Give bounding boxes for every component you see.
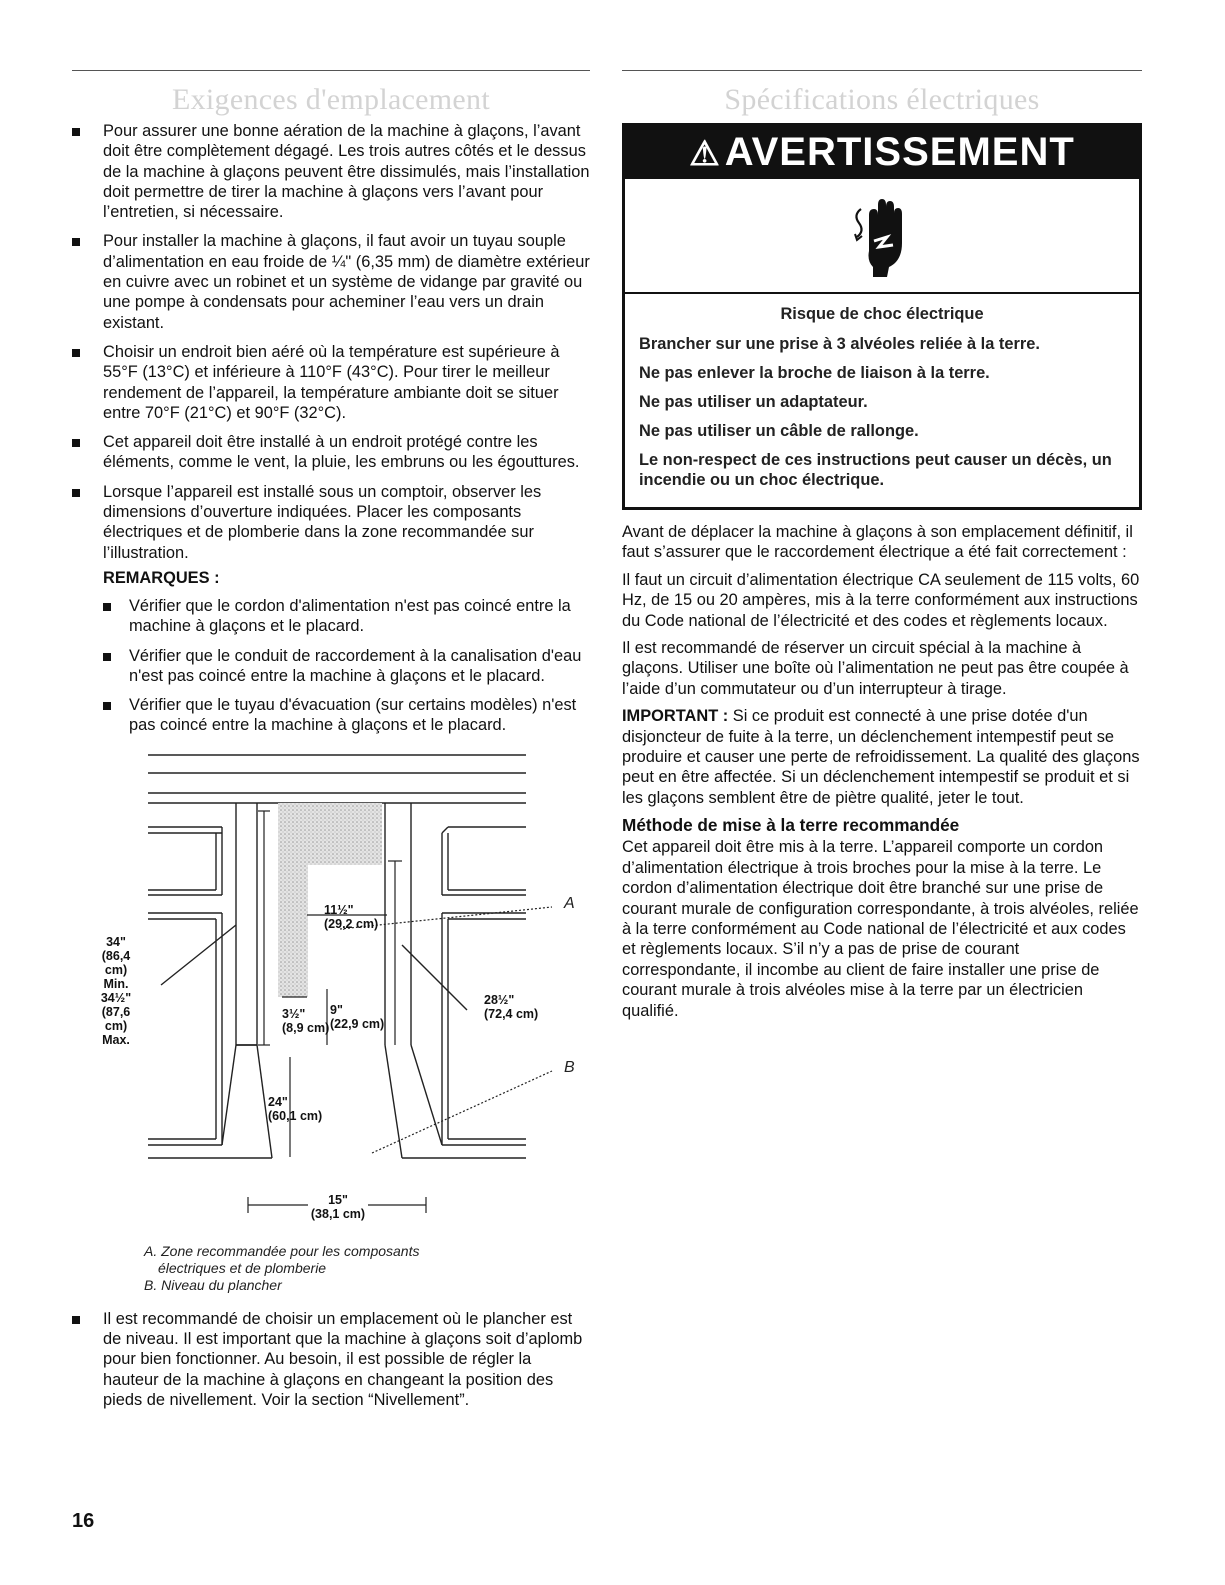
dim-text: 34½"	[100, 990, 132, 1005]
electrical-paragraph: Avant de déplacer la machine à glaçons à son emplacement définitif, il faut s’assurer que le raccordement électrique a été fait correctement :	[622, 523, 1133, 562]
small-dimension-a	[282, 1007, 329, 1035]
electric-shock-hand-icon	[625, 179, 1139, 294]
left-column	[72, 70, 590, 1419]
leveling-bullet: Il est recommandé de choisir un emplacement où le plancher est de niveau. Il est important que la machine à glaçons soit d’aplomb pour bien fonctionner. Au besoin, il est possible de régler la hauteur de la machine à glaçons en changeant la position des pieds de nivellement. Voir la section “Nivellement”.	[72, 1309, 590, 1410]
location-requirements-title: Exigences d'emplacement	[171, 83, 490, 116]
important-paragraph	[622, 706, 1142, 808]
warning-risk: Risque de choc électrique	[780, 305, 984, 323]
important-label: IMPORTANT :	[622, 707, 729, 726]
installation-diagram	[72, 745, 590, 1305]
callout-a: A	[564, 894, 575, 912]
callout-b: B	[564, 1058, 575, 1076]
grounding-method-text: Cet appareil doit être mis à la terre. L’appareil comporte un cordon d’alimentation électrique à trois broches pour la mise à la terre. Le cordon d’alimentation électrique doit être branché sur une prise de courant murale de configuration correspondante, à trois alvéoles, reliée à la terre conformément au Code national de l’électricité et aux codes et règlements locaux. S’il n’y a pas de prise de courant correspondante, il incombe au client de faire installer une prise de courant murale à trois alvéoles mise à la terre par un électricien qualifié.	[622, 838, 1139, 1020]
dim-text: 34"	[106, 934, 126, 949]
left-top-rule	[72, 70, 590, 71]
electrical-specs-title: Spécifications électriques	[724, 83, 1040, 116]
warning-box	[622, 123, 1142, 510]
caption-line: électriques et de plomberie	[158, 1259, 327, 1276]
dim-text: 3½"	[282, 1006, 306, 1021]
warning-line: Le non-respect de ces instructions peut causer un décès, un incendie ou un choc électrique.	[639, 451, 1112, 489]
dim-text: (22,9 cm)	[330, 1016, 385, 1031]
dim-text: 15"	[328, 1192, 348, 1207]
dim-text: (8,9 cm)	[282, 1020, 330, 1035]
dim-text: Min.	[103, 976, 129, 991]
caption-line: B. Niveau du plancher	[144, 1276, 282, 1293]
depth-dimension	[484, 993, 538, 1021]
dim-text: (87,6 cm)	[101, 1004, 131, 1033]
warning-line: Ne pas utiliser un adaptateur.	[639, 393, 868, 411]
warning-line: Brancher sur une prise à 3 alvéoles reliée à la terre.	[639, 335, 1040, 353]
warning-body	[625, 294, 1139, 507]
warning-header	[625, 126, 1139, 179]
warning-header-text: AVERTISSEMENT	[724, 130, 1075, 174]
warning-line: Ne pas enlever la broche de liaison à la terre.	[639, 364, 990, 382]
dim-text: (86,4 cm)	[101, 948, 131, 977]
important-text: Si ce produit est connecté à une prise dotée d'un disjoncteur de fuite à la terre, un déclenchement intempestif peut se produire et causer une perte de refroidissement. La qualité des glaçons peut en être affectée. Si un déclenchement intempestif se produit et si les glaçons semblent être de piètre qualité, jeter le tout.	[622, 707, 1140, 807]
warning-line: Ne pas utiliser un câble de rallonge.	[639, 422, 919, 440]
location-bullet: Lorsque l’appareil est installé sous un comptoir, observer les dimensions d’ouverture indiquées. Placer les composants électriques et de plomberie dans la zone recommandée sur l’illustration.	[72, 482, 590, 563]
grounding-method-title: Méthode de mise à la terre recommandée	[622, 815, 960, 836]
right-top-rule	[622, 70, 1142, 71]
location-bullet: Cet appareil doit être installé à un endroit protégé contre les éléments, comme le vent, la pluie, les embruns ou les égouttures.	[72, 432, 590, 473]
dim-text: 11½"	[324, 902, 354, 917]
dim-text: Max.	[102, 1032, 130, 1047]
remark-item: Vérifier que le tuyau d'évacuation (sur certains modèles) n'est pas coincé entre la machine à glaçons et le placard.	[103, 695, 590, 736]
width-top-dimension	[324, 903, 378, 931]
location-bullet: Pour assurer une bonne aération de la machine à glaçons, l’avant doit être complètement dégagé. Les trois autres côtés et le dessus de la machine à glaçons peuvent être dissimulés, mais l’installation doit permettre de tirer la machine à glaçons vers l’avant pour l’entretien, si nécessaire.	[72, 121, 590, 222]
remark-item: Vérifier que le cordon d'alimentation n'est pas coincé entre la machine à glaçons et le placard.	[103, 596, 590, 637]
electrical-text	[622, 522, 1142, 1021]
height-dimension	[90, 935, 142, 1047]
remarks-block	[72, 569, 590, 736]
remarks-title: REMARQUES :	[103, 568, 220, 587]
dim-text: (38,1 cm)	[310, 1206, 366, 1221]
electrical-paragraph: Il faut un circuit d’alimentation électrique CA seulement de 115 volts, 60 Hz, de 15 ou 20 ampères, mis à la terre conformément aux instructions du Code national de l’électricité et des codes et règlements locaux.	[622, 570, 1140, 630]
electrical-paragraph: Il est recommandé de réserver un circuit spécial à la machine à glaçons. Utiliser une boîte où l’alimentation ne peut pas être coupée à l’aide d’un commutateur ou d’un interrupteur à tirage.	[622, 639, 1129, 698]
location-bullet: Choisir un endroit bien aéré où la température est supérieure à 55°F (13°C) et inférieure à 110°F (43°C). Pour tirer le meilleur rendement de l’appareil, la température ambiante doit se situer entre 70°F (21°C) et 90°F (32°C).	[72, 342, 590, 423]
remark-item: Vérifier que le conduit de raccordement à la canalisation d'eau n'est pas coincé entre la machine à glaçons et le placard.	[103, 646, 590, 687]
dim-text: (29,2 cm)	[324, 916, 379, 931]
warning-triangle-icon: ⚠	[689, 135, 721, 173]
dim-text: (60,1 cm)	[268, 1108, 323, 1123]
figure-caption	[144, 1243, 419, 1294]
page-number: 16	[72, 1510, 95, 1532]
right-column	[622, 70, 1142, 1028]
small-dimension-b	[330, 1003, 384, 1031]
location-bullet: Pour installer la machine à glaçons, il faut avoir un tuyau souple d’alimentation en eau froide de ¼" (6,35 mm) de diamètre extérieur en cuivre avec un robinet et un système de vidange par gravité ou une pompe à condensats pour acheminer l’eau vers un drain existant.	[72, 231, 590, 332]
dim-text: (72,4 cm)	[484, 1006, 539, 1021]
cabinet-dimension	[268, 1095, 322, 1123]
caption-line: A. Zone recommandée pour les composants	[144, 1242, 420, 1259]
dim-text: 24"	[268, 1094, 288, 1109]
dim-text: 9"	[330, 1002, 343, 1017]
dim-text: 28½"	[484, 992, 515, 1007]
bottom-dimension	[308, 1193, 368, 1221]
